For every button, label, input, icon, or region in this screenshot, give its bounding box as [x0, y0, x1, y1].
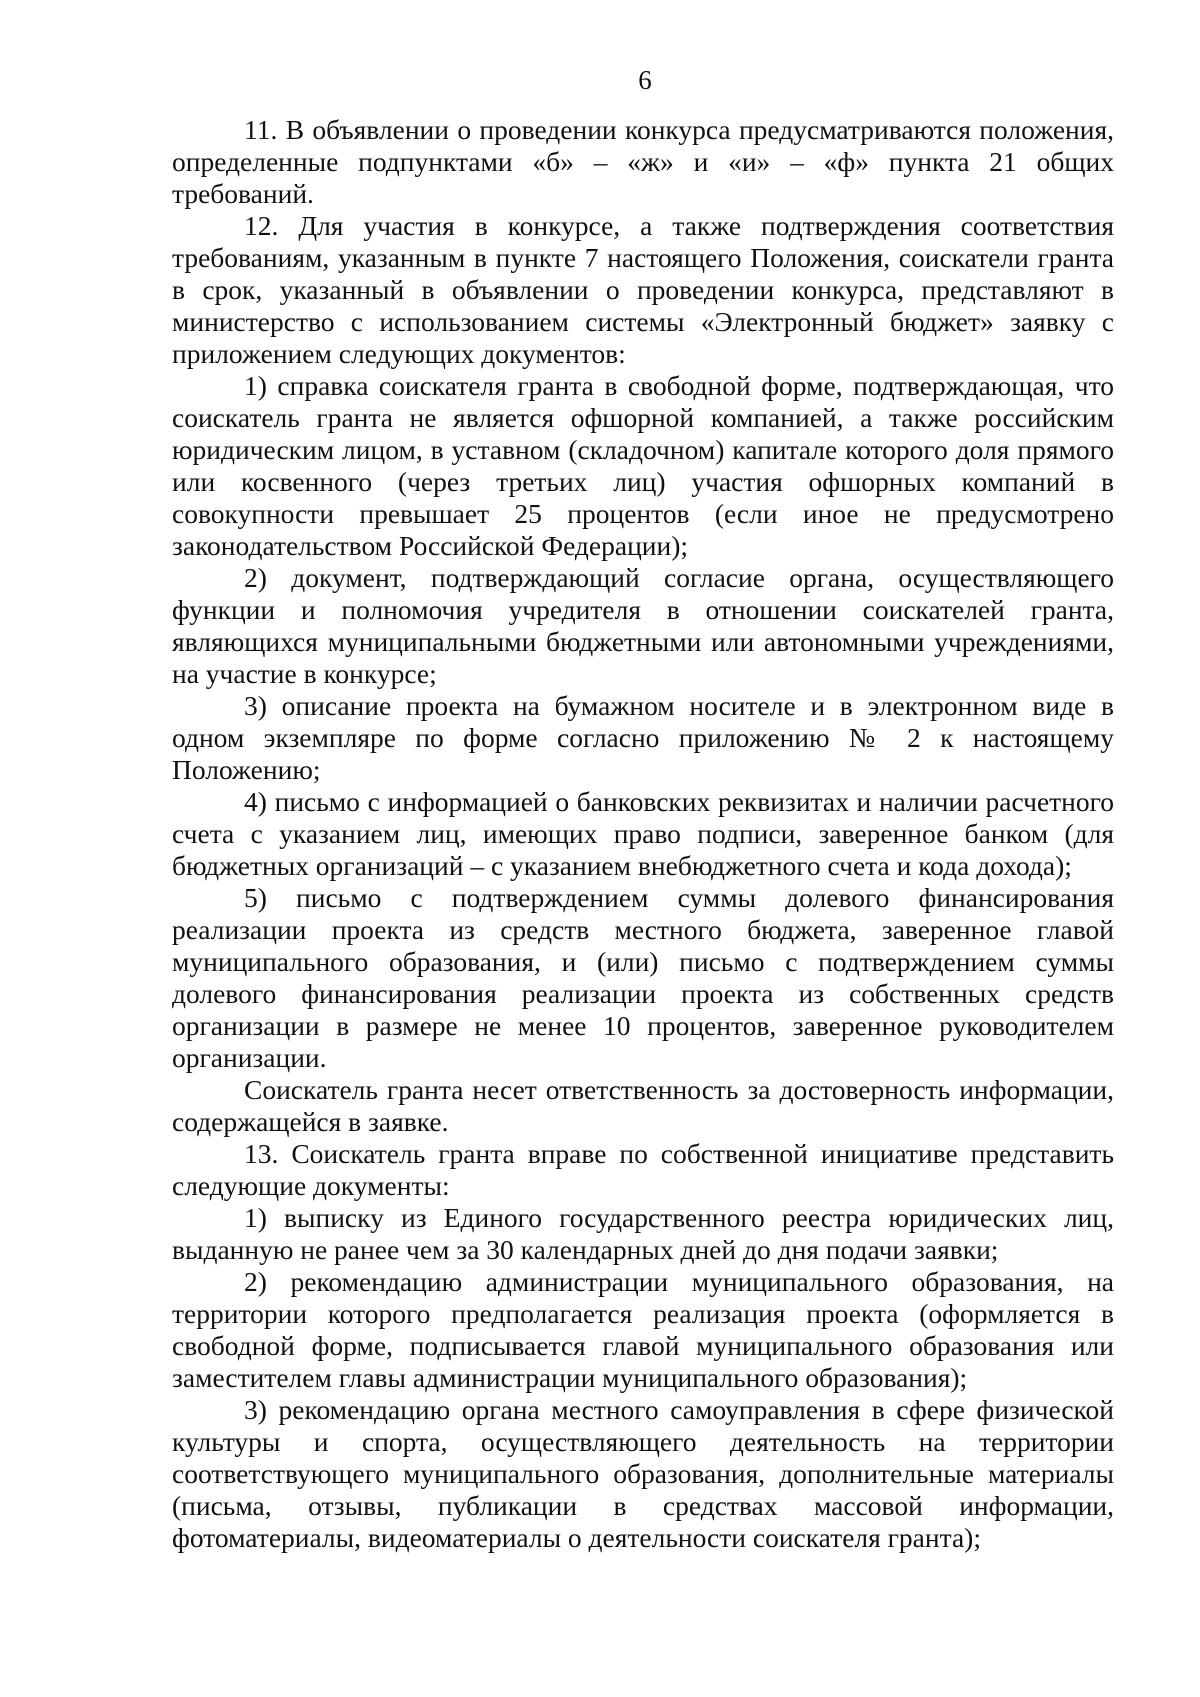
- paragraph-12: 12. Для участия в конкурсе, а также подтверждения соответствия требованиям, указанным в пункте 7 настоящего Положения, соискатели гранта в срок, указанный в объявлении о проведении конкурса, представляют в министерство с использованием системы «Электронный бюджет» заявку с приложением следующих документов:: [172, 210, 1114, 369]
- list-item-13-2: 2) рекомендацию администрации муниципального образования, на территории которого предполагается реализация проекта (оформляется в свободной форме, подписывается главой муниципального образования или заместителем главы администрации муниципального образования);: [172, 1266, 1114, 1393]
- paragraph-11: 11. В объявлении о проведении конкурса предусматриваются положения, определенные подпунктами «б» – «ж» и «и» – «ф» пункта 21 общих требований.: [172, 114, 1114, 209]
- paragraph-13: 13. Соискатель гранта вправе по собственной инициативе представить следующие документы:: [172, 1138, 1114, 1201]
- list-item-13-3: 3) рекомендацию органа местного самоуправления в сфере физической культуры и спорта, осуществляющего деятельность на территории соответствующего муниципального образования, дополнительные материалы (письма, отзывы, публикации в средствах массовой информации, фотоматериалы, видеоматериалы о деятельности соискателя гранта);: [172, 1394, 1114, 1553]
- responsibility-paragraph: Соискатель гранта несет ответственность за достоверность информации, содержащейся в заявке.: [172, 1074, 1114, 1137]
- list-item-13-1: 1) выписку из Единого государственного реестра юридических лиц, выданную не ранее чем за 30 календарных дней до дня подачи заявки;: [172, 1202, 1114, 1265]
- list-item-12-4: 4) письмо с информацией о банковских реквизитах и наличии расчетного счета с указанием лиц, имеющих право подписи, заверенное банком (для бюджетных организаций – с указанием внебюджетного счета и кода дохода);: [172, 786, 1114, 881]
- list-item-12-3: 3) описание проекта на бумажном носителе и в электронном виде в одном экземпляре по форме согласно приложению № 2 к настоящему Положению;: [172, 690, 1114, 785]
- list-item-12-1: 1) справка соискателя гранта в свободной форме, подтверждающая, что соискатель гранта не является офшорной компанией, а также российским юридическим лицом, в уставном (складочном) капитале которого доля прямого или косвенного (через третьих лиц) участия офшорных компаний в совокупности превышает 25 процентов (если иное не предусмотрено законодательством Российской Федерации);: [172, 370, 1114, 561]
- list-item-12-2: 2) документ, подтверждающий согласие органа, осуществляющего функции и полномочия учредителя в отношении соискателей гранта, являющихся муниципальными бюджетными или автономными учреждениями, на участие в конкурсе;: [172, 562, 1114, 689]
- list-item-12-5: 5) письмо с подтверждением суммы долевого финансирования реализации проекта из средств местного бюджета, заверенное главой муниципального образования, и (или) письмо с подтверждением суммы долевого финансирования реализации проекта из собственных средств организации в размере не менее 10 процентов, заверенное руководителем организации.: [172, 882, 1114, 1073]
- document-body: [172, 114, 1114, 1554]
- page-number: 6: [638, 65, 652, 95]
